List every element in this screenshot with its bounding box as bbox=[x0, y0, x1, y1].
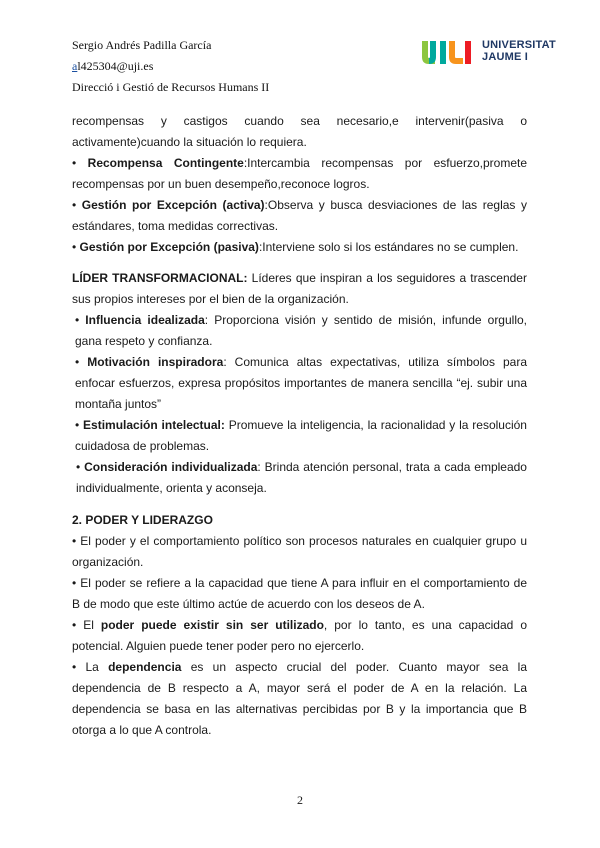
paragraph-intro: recompensas y castigos cuando sea necesario,e intervenir(pasiva o activamente)cuando la situación lo requiera. bbox=[72, 114, 527, 149]
email-link-char[interactable]: a bbox=[72, 59, 78, 73]
paragraph-gestion-activa: • Gestión por Excepción (activa):Observa y busca desviaciones de las reglas y estándares, toma medidas correctivas. bbox=[72, 198, 527, 233]
university-name: UNIVERSITAT JAUME I bbox=[482, 39, 556, 63]
paragraph-motivacion: • Motivación inspiradora: Comunica altas expectativas, utiliza símbolos para enfocar esfuerzos, expresa propósitos importantes de manera sencilla “ej. subir una montaña juntos” bbox=[75, 355, 527, 411]
document-body bbox=[72, 111, 527, 741]
paragraph-poder-natural: • El poder y el comportamiento político son procesos naturales en cualquier grupo u organización. bbox=[72, 534, 527, 569]
page-number: 2 bbox=[297, 793, 303, 807]
paragraph-poder-capacidad: • El poder se refiere a la capacidad que tiene A para influir en el comportamiento de B de modo que este último actúe de acuerdo con los deseos de A. bbox=[72, 576, 527, 611]
paragraph-estimulacion: • Estimulación intelectual: Promueve la inteligencia, la racionalidad y la resolución cuidadosa de problemas. bbox=[75, 418, 527, 453]
paragraph-consideracion: • Consideración individualizada: Brinda atención personal, trata a cada empleado individualmente, orienta y aconseja. bbox=[76, 460, 527, 495]
author-email bbox=[72, 59, 153, 74]
paragraph-influencia: • Influencia idealizada: Proporciona visión y sentido de misión, infunde orgullo, gana respeto y confianza. bbox=[75, 313, 527, 348]
section-heading: 2. PODER Y LIDERAZGO bbox=[72, 513, 213, 527]
uji-logo-mark bbox=[421, 38, 479, 66]
course-name: Direcció i Gestió de Recursos Humans II bbox=[72, 80, 270, 94]
paragraph-lider-transformacional: LÍDER TRANSFORMACIONAL: Líderes que inspiran a los seguidores a trascender sus propios intereses por el bien de la organización. bbox=[72, 271, 527, 306]
paragraph-poder-potencial: • El poder puede existir sin ser utilizado, por lo tanto, es una capacidad o potencial. Alguien puede tener poder pero no ejercerlo. bbox=[72, 618, 527, 653]
page-header bbox=[72, 34, 562, 96]
paragraph-recompensa: • Recompensa Contingente:Intercambia recompensas por esfuerzo,promete recompensas por un buen desempeño,reconoce logros. bbox=[72, 156, 527, 191]
paragraph-gestion-pasiva: • Gestión por Excepción (pasiva):Interviene solo si los estándares no se cumplen. bbox=[72, 240, 519, 254]
email-rest: l425304@uji.es bbox=[77, 59, 154, 73]
author-name: Sergio Andrés Padilla García bbox=[72, 38, 212, 52]
university-logo bbox=[421, 38, 563, 66]
paragraph-dependencia: • La dependencia es un aspecto crucial del poder. Cuanto mayor sea la dependencia de B respecto a A, mayor será el poder de A en la relación. La dependencia se basa en las alternativas percibidas por B y la importancia que B otorga a lo que A controla. bbox=[72, 660, 527, 737]
